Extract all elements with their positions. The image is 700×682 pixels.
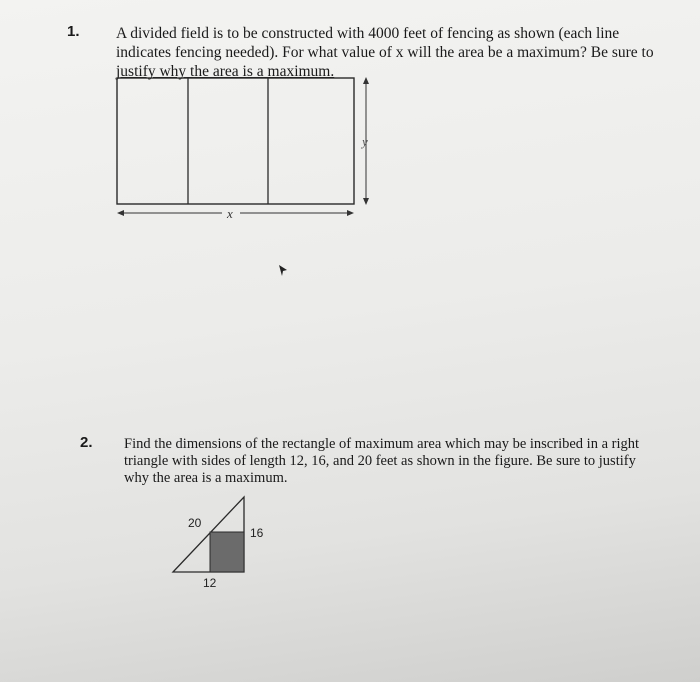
mouse-cursor-icon	[279, 265, 287, 276]
fence-outer-rectangle	[117, 78, 354, 204]
problem-2-line-2: triangle with sides of length 12, 16, and 20 feet as shown in the figure. Be sure to justify	[124, 453, 636, 469]
problem-2-number: 2.	[80, 434, 93, 451]
problem-1-number: 1.	[67, 23, 80, 40]
hypotenuse-label: 20	[188, 516, 202, 530]
problem-2-line-1: Find the dimensions of the rectangle of maximum area which may be inscribed in a right	[124, 436, 640, 452]
problem-1-line-1: A divided field is to be constructed with 4000 feet of fencing as shown (each line	[116, 25, 620, 42]
triangle-diagram	[173, 497, 264, 590]
problem-2-text	[124, 436, 639, 487]
problem-1-line-2: indicates fencing needed). For what value of x will the area be a maximum? Be sure to	[116, 44, 654, 61]
problem-2-line-3: why the area is a maximum.	[124, 470, 288, 486]
y-label: y	[362, 134, 368, 149]
height-label: 16	[250, 526, 264, 540]
inscribed-rectangle	[210, 532, 244, 572]
x-dimension-arrow	[117, 210, 354, 216]
problem-1-line-3: justify why the area is a maximum.	[116, 63, 335, 80]
base-label: 12	[203, 576, 217, 590]
x-label: x	[227, 206, 233, 221]
